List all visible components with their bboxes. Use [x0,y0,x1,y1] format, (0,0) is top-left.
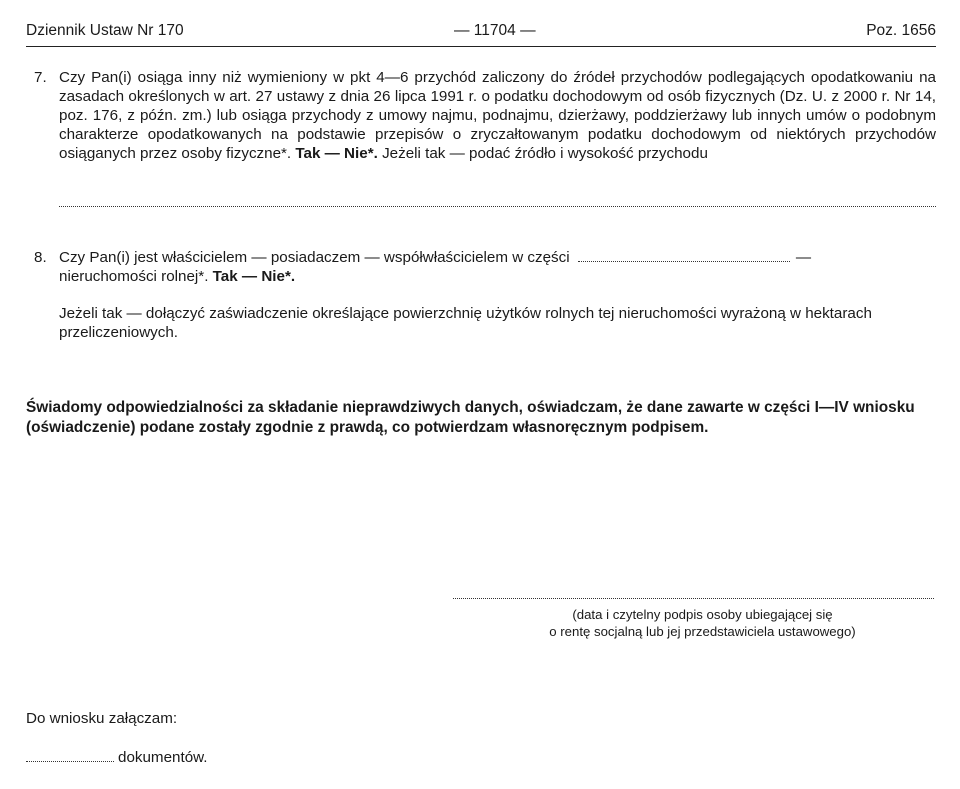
question-7-text [59,68,936,163]
question-7-number: 7. [34,69,47,86]
document-count-field[interactable] [26,749,114,762]
header-rule [26,46,936,47]
question-8-text [59,248,936,286]
question-7-tail: Jeżeli tak — podać źródło i wysokość przychodu [382,145,708,162]
question-7 [26,68,936,163]
signature-line[interactable] [453,598,934,599]
question-7-answer: Tak — Nie*. [295,145,378,162]
page-number: — 11704 — [454,22,536,39]
question-8-dash: — [795,249,812,266]
signature-caption [470,606,935,640]
signature-caption-line-2: o rentę socjalną lub jej przedstawiciela ustawowego) [549,624,856,639]
question-8-note: Jeżeli tak — dołączyć zaświadczenie określające powierzchnię użytków rolnych tej nieruchomości wyrażoną w hektarach przeliczeniowych. [59,305,872,341]
attachments-count [26,749,208,766]
question-8-body-a: Czy Pan(i) jest właścicielem — posiadaczem — współwłaścicielem w części [59,249,570,266]
question-7-body: Czy Pan(i) osiąga inny niż wymieniony w pkt 4—6 przychód zaliczony do źródeł przychodów podlegających opodatkowaniu na zasadach określonych w art. 27 ustawy z dnia 26 lipca 1991 r. o podatku dochodowym od osób fizycznych (Dz. U. z 2000 r. Nr 14, poz. 176, z późn. zm.) lub osiąga przychody z umowy najmu, podnajmu, dzierżawy, poddzierżawy lub innych umów o podobnym charakterze opodatkowanych na podstawie przepisów o zryczałtowanym podatku dochodowym od niektórych przychodów osiąganych przez osoby fizyczne*. [59,69,936,162]
page-header [26,22,936,46]
question-8-number: 8. [34,249,47,266]
journal-title: Dziennik Ustaw Nr 170 [26,22,184,39]
share-field[interactable] [578,249,790,262]
question-7-answer-line[interactable] [59,206,936,207]
question-8-answer: Tak — Nie*. [212,268,296,285]
position-number: Poz. 1656 [866,22,936,39]
attachments-label: Do wniosku załączam: [26,710,178,727]
question-8 [26,248,936,286]
attachments-suffix: dokumentów. [118,749,208,766]
question-8-body-b: nieruchomości rolnej*. [59,268,209,285]
declaration-statement: Świadomy odpowiedzialności za składanie nieprawdziwych danych, oświadczam, że dane zawarte w części I—IV wniosku (oświadczenie) podane zostały zgodnie z prawdą, co potwierdzam własnoręcznym podpisem. [26,399,915,436]
signature-caption-line-1: (data i czytelny podpis osoby ubiegającej się [572,607,833,622]
